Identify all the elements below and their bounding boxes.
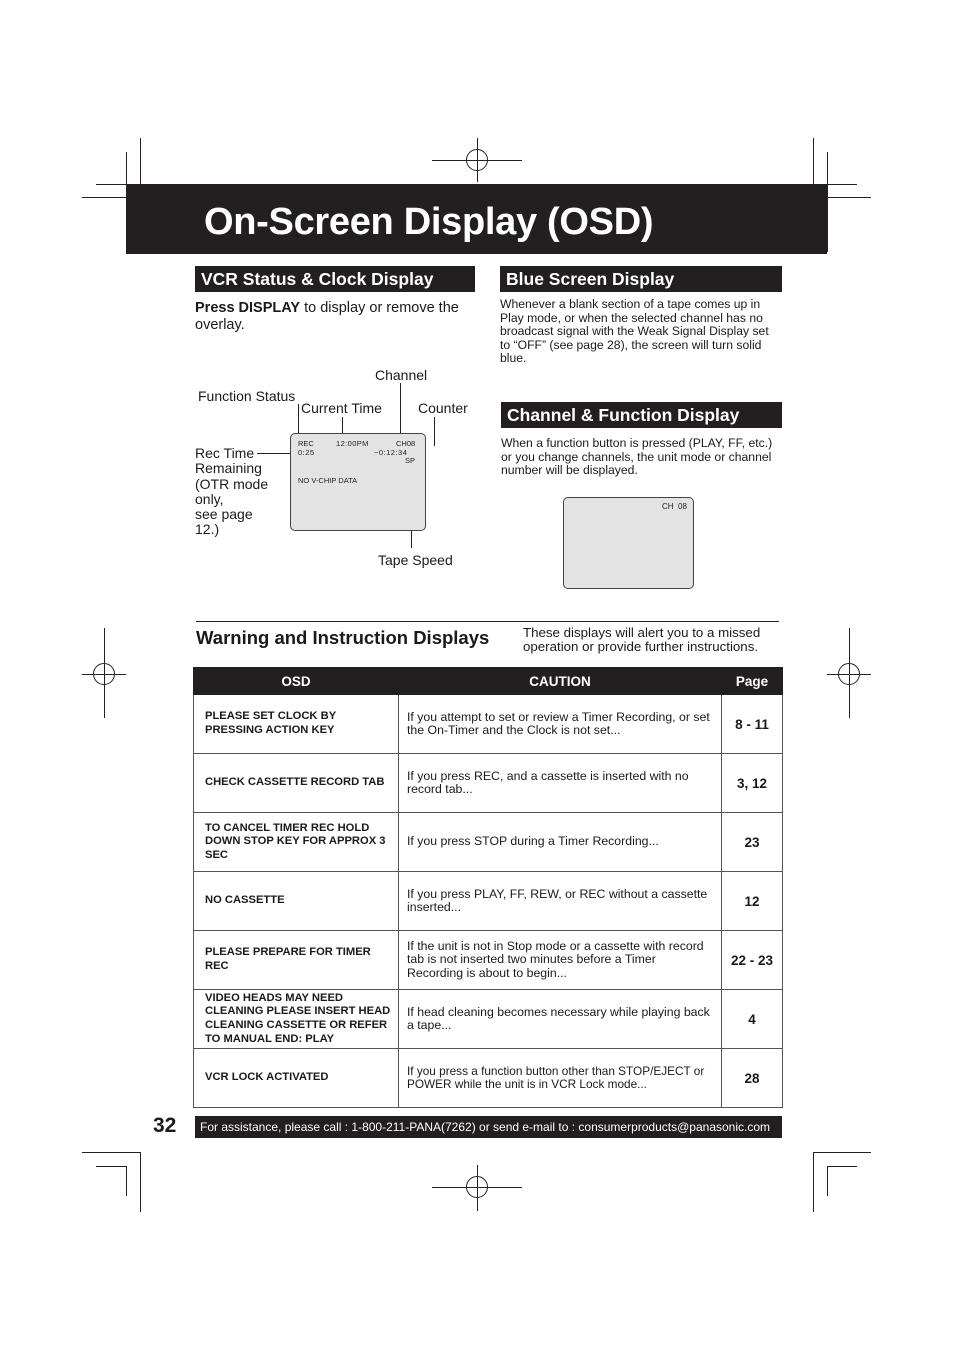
table-row [194, 754, 783, 813]
osd-message: NO CASSETTE [194, 872, 399, 931]
warning-heading: Warning and Instruction Displays [196, 627, 490, 648]
osd-message: VIDEO HEADS MAY NEED CLEANING PLEASE INSERT HEAD CLEANING CASSETTE OR REFER TO MANUAL END: PLAY [194, 990, 399, 1049]
label-rec-time: Rec Time Remaining (OTR mode only, see page 12.) [195, 445, 269, 538]
press-display-instruction [195, 300, 480, 334]
label-tape-speed: Tape Speed [378, 552, 453, 568]
table-row [194, 872, 783, 931]
label-function-status: Function Status [198, 388, 296, 404]
blue-screen-heading: Blue Screen Display [500, 266, 782, 292]
label-current-time: Current Time [301, 400, 382, 416]
section-divider [196, 621, 779, 622]
screen-rec: REC [298, 439, 314, 448]
press-display-bold: Press DISPLAY [195, 300, 301, 316]
table-header-row [194, 668, 783, 695]
channel-function-heading: Channel & Function Display [501, 402, 782, 428]
table-row [194, 813, 783, 872]
caution-text: If the unit is not in Stop mode or a cassette with record tab is not inserted two minutes before a Timer Recording is about to begin... [399, 931, 722, 990]
label-channel: Channel [375, 367, 428, 383]
vcr-status-screen [290, 433, 426, 531]
page-ref: 3, 12 [722, 754, 783, 813]
page-ref: 4 [722, 990, 783, 1049]
screen-remaining: 0:25 [298, 448, 315, 457]
caution-text: If you press a function button other than STOP/EJECT or POWER while the unit is in VCR Lock mode... [399, 1049, 722, 1108]
screen-ch-text: CH 08 [662, 502, 687, 511]
page-ref: 23 [722, 813, 783, 872]
page-ref: 28 [722, 1049, 783, 1108]
caution-text: If you press PLAY, FF, REW, or REC without a cassette inserted... [399, 872, 722, 931]
osd-message: VCR LOCK ACTIVATED [194, 1049, 399, 1108]
channel-function-body: When a function button is pressed (PLAY, FF, etc.) or you change channels, the unit mode or channel number will be displayed. [501, 436, 773, 477]
warning-intro: These displays will alert you to a missed operation or provide further instructions. [523, 625, 761, 654]
assistance-footer: For assistance, please call : 1-800-211-PANA(7262) or send e-mail to : consumerproducts@panasonic.com [195, 1116, 782, 1138]
osd-message: CHECK CASSETTE RECORD TAB [194, 754, 399, 813]
caution-text: If you press REC, and a cassette is inserted with no record tab... [399, 754, 722, 813]
page-ref: 22 - 23 [722, 931, 783, 990]
blue-screen-body: Whenever a blank section of a tape comes up in Play mode, or when the selected channel has no broadcast signal with the Weak Signal Display set to “OFF” (see page 28), the screen will turn solid blue. [500, 297, 769, 365]
screen-time: 12:00PM [336, 439, 369, 448]
vcr-status-heading: VCR Status & Clock Display [195, 266, 475, 292]
page-ref: 8 - 11 [722, 695, 783, 754]
col-header-page: Page [722, 668, 783, 695]
screen-counter: −0:12:34 [374, 448, 408, 457]
screen-vchip: NO V-CHIP DATA [298, 476, 358, 485]
osd-message: PLEASE SET CLOCK BY PRESSING ACTION KEY [194, 695, 399, 754]
osd-message: PLEASE PREPARE FOR TIMER REC [194, 931, 399, 990]
channel-function-screen [563, 497, 694, 589]
caution-text: If you attempt to set or review a Timer Recording, or set the On-Timer and the Clock is not set... [399, 695, 722, 754]
table-row [194, 931, 783, 990]
label-counter: Counter [418, 400, 468, 416]
col-header-osd: OSD [194, 668, 399, 695]
table-row [194, 990, 783, 1049]
col-header-caution: CAUTION [399, 668, 722, 695]
screen-channel: CH08 [396, 439, 416, 448]
table-row [194, 695, 783, 754]
osd-message: TO CANCEL TIMER REC HOLD DOWN STOP KEY FOR APPROX 3 SEC [194, 813, 399, 872]
page-title: On-Screen Display (OSD) [204, 201, 654, 243]
caution-text: If head cleaning becomes necessary while playing back a tape... [399, 990, 722, 1049]
screen-speed: SP [405, 456, 416, 465]
title-bar [126, 184, 827, 254]
page-number: 32 [153, 1114, 177, 1137]
page-ref: 12 [722, 872, 783, 931]
caution-text: If you press STOP during a Timer Recording... [399, 813, 722, 872]
press-display-rest: to display or remove the overlay. [195, 300, 459, 333]
warning-table [193, 667, 783, 1108]
table-row [194, 1049, 783, 1108]
